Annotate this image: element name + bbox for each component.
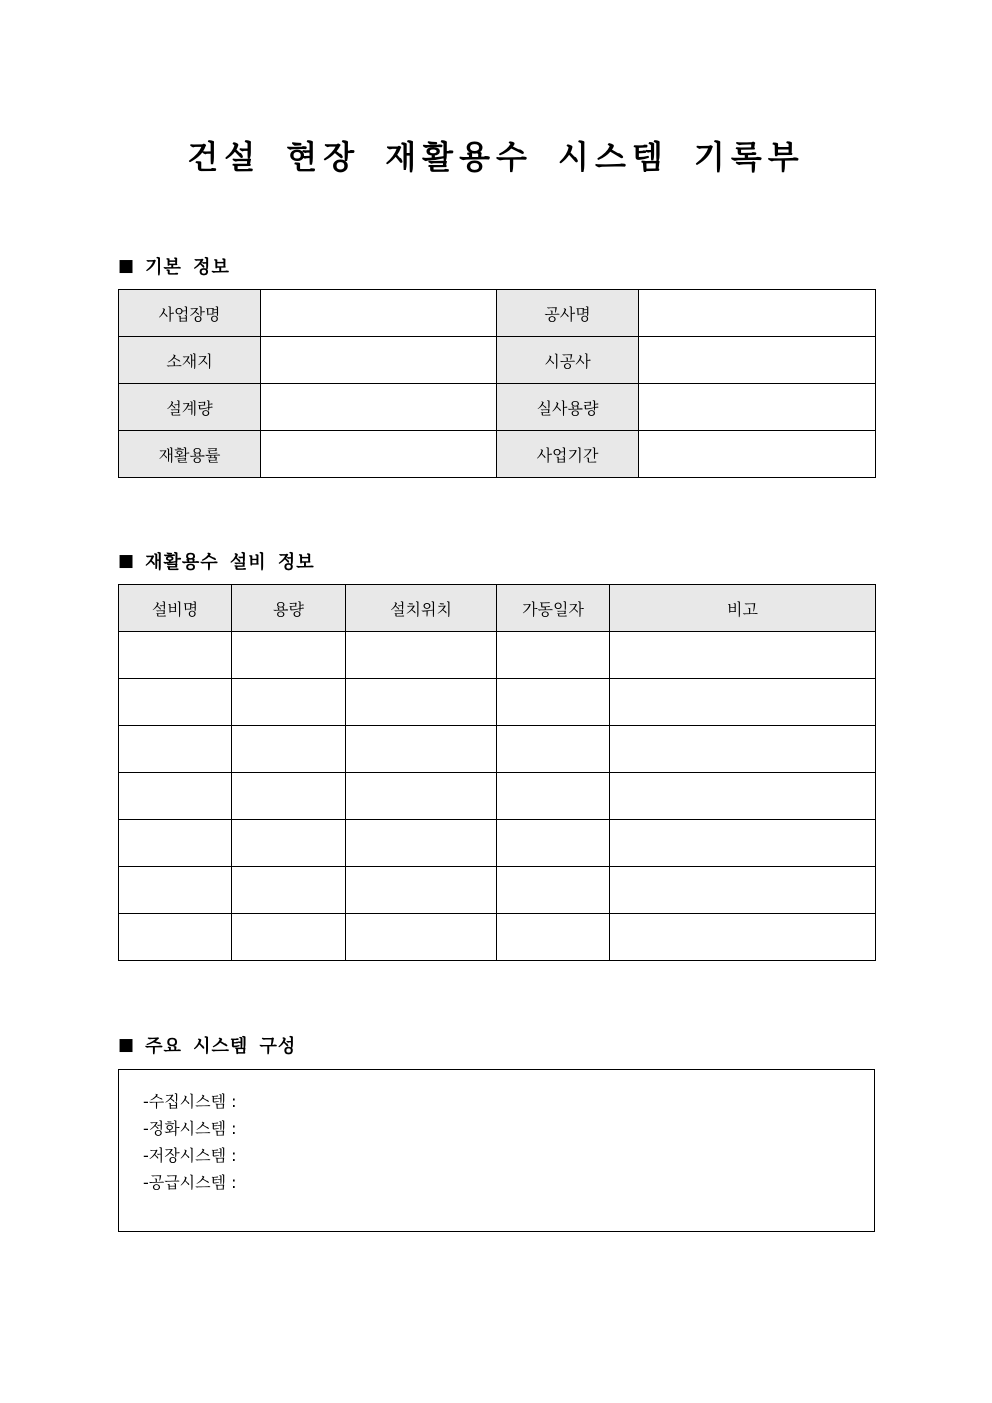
document-title: 건설 현장 재활용수 시스템 기록부: [187, 138, 805, 176]
section-title: 기본 정보: [145, 257, 230, 278]
basic-info-table: [118, 289, 876, 478]
label-location: 소재지: [119, 337, 261, 384]
operation-date-cell[interactable]: [497, 820, 610, 867]
operation-date-cell[interactable]: [497, 773, 610, 820]
business-name-field[interactable]: [261, 290, 497, 337]
install-location-cell[interactable]: [346, 726, 497, 773]
remarks-cell[interactable]: [610, 679, 876, 726]
column-header-remarks: 비고: [610, 585, 876, 632]
list-item-storage-system: -저장시스템 :: [143, 1146, 237, 1165]
label-project-name: 공사명: [497, 290, 639, 337]
operation-date-cell[interactable]: [497, 867, 610, 914]
install-location-cell[interactable]: [346, 820, 497, 867]
project-period-field[interactable]: [639, 431, 876, 478]
equipment-name-cell[interactable]: [119, 773, 232, 820]
remarks-cell[interactable]: [610, 726, 876, 773]
equipment-name-cell[interactable]: [119, 726, 232, 773]
operation-date-cell[interactable]: [497, 726, 610, 773]
table-row: [119, 820, 876, 867]
square-bullet-icon: ■: [118, 551, 136, 571]
equipment-name-cell[interactable]: [119, 820, 232, 867]
install-location-cell[interactable]: [346, 679, 497, 726]
equipment-name-cell[interactable]: [119, 867, 232, 914]
recycling-rate-field[interactable]: [261, 431, 497, 478]
section-title: 재활용수 설비 정보: [145, 552, 315, 573]
capacity-cell[interactable]: [232, 820, 346, 867]
capacity-cell[interactable]: [232, 726, 346, 773]
capacity-cell[interactable]: [232, 867, 346, 914]
square-bullet-icon: ■: [118, 1035, 136, 1055]
section-heading-systems: [118, 1032, 296, 1058]
table-row: [119, 431, 876, 478]
table-row: [119, 290, 876, 337]
operation-date-cell[interactable]: [497, 632, 610, 679]
label-project-period: 사업기간: [497, 431, 639, 478]
label-contractor: 시공사: [497, 337, 639, 384]
table-row: [119, 337, 876, 384]
location-field[interactable]: [261, 337, 497, 384]
equipment-name-cell[interactable]: [119, 679, 232, 726]
table-row: [119, 726, 876, 773]
project-name-field[interactable]: [639, 290, 876, 337]
contractor-field[interactable]: [639, 337, 876, 384]
operation-date-cell[interactable]: [497, 679, 610, 726]
label-recycling-rate: 재활용률: [119, 431, 261, 478]
section-title: 주요 시스템 구성: [145, 1036, 297, 1057]
capacity-cell[interactable]: [232, 914, 346, 961]
table-row: [119, 632, 876, 679]
column-header-operation-date: 가동일자: [497, 585, 610, 632]
remarks-cell[interactable]: [610, 632, 876, 679]
actual-usage-field[interactable]: [639, 384, 876, 431]
list-item-collection-system: -수집시스템 :: [143, 1092, 237, 1111]
label-business-name: 사업장명: [119, 290, 261, 337]
equipment-table: [118, 584, 876, 961]
install-location-cell[interactable]: [346, 914, 497, 961]
column-header-install-location: 설치위치: [346, 585, 497, 632]
table-row: [119, 867, 876, 914]
capacity-cell[interactable]: [232, 632, 346, 679]
section-heading-equipment: [118, 548, 315, 574]
column-header-capacity: 용량: [232, 585, 346, 632]
design-amount-field[interactable]: [261, 384, 497, 431]
capacity-cell[interactable]: [232, 679, 346, 726]
systems-list: [119, 1070, 874, 1196]
column-header-equipment-name: 설비명: [119, 585, 232, 632]
install-location-cell[interactable]: [346, 867, 497, 914]
section-heading-basic: [118, 253, 230, 279]
table-row: [119, 679, 876, 726]
label-actual-usage: 실사용량: [497, 384, 639, 431]
table-header-row: [119, 585, 876, 632]
systems-box[interactable]: [118, 1069, 875, 1232]
remarks-cell[interactable]: [610, 820, 876, 867]
list-item-supply-system: -공급시스템 :: [143, 1173, 237, 1192]
equipment-name-cell[interactable]: [119, 914, 232, 961]
operation-date-cell[interactable]: [497, 914, 610, 961]
table-row: [119, 384, 876, 431]
remarks-cell[interactable]: [610, 773, 876, 820]
table-row: [119, 773, 876, 820]
equipment-name-cell[interactable]: [119, 632, 232, 679]
square-bullet-icon: ■: [118, 256, 136, 276]
install-location-cell[interactable]: [346, 773, 497, 820]
capacity-cell[interactable]: [232, 773, 346, 820]
remarks-cell[interactable]: [610, 867, 876, 914]
table-row: [119, 914, 876, 961]
install-location-cell[interactable]: [346, 632, 497, 679]
label-design-amount: 설계량: [119, 384, 261, 431]
remarks-cell[interactable]: [610, 914, 876, 961]
list-item-purification-system: -정화시스템 :: [143, 1119, 237, 1138]
